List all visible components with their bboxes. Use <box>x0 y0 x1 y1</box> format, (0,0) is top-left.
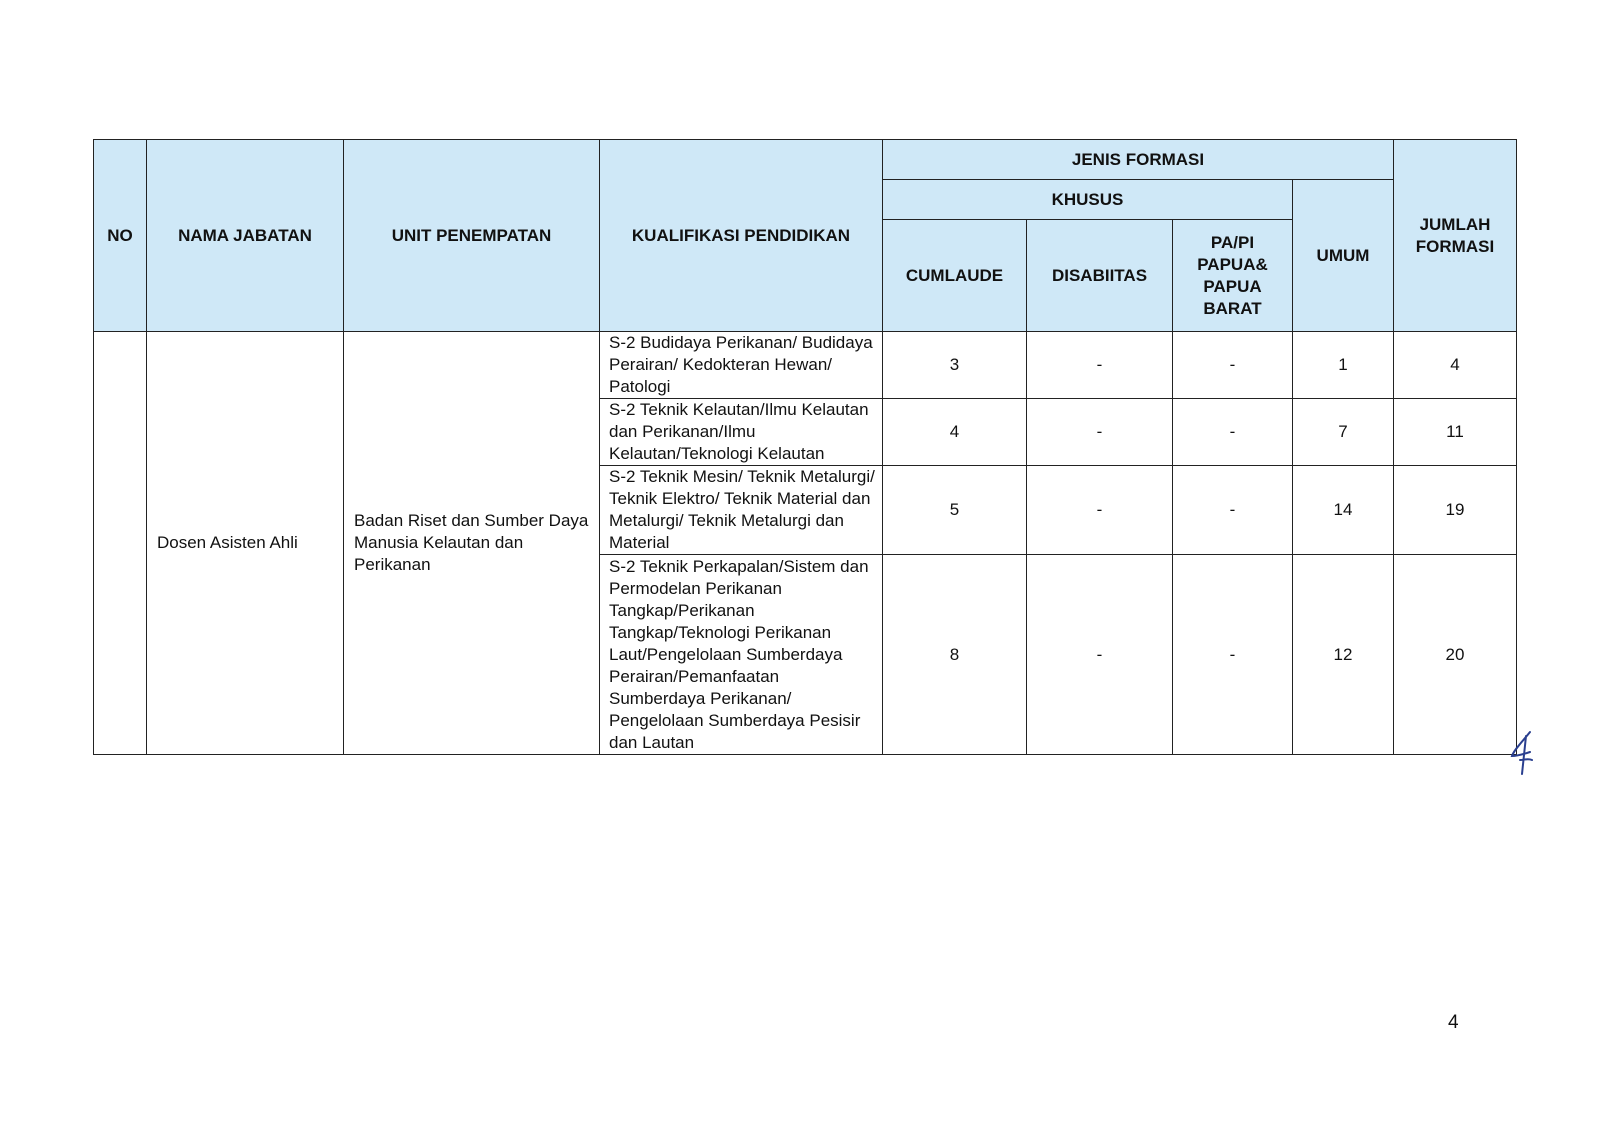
cell-papua: - <box>1173 466 1293 555</box>
cell-umum: 7 <box>1293 399 1394 466</box>
cell-papua: - <box>1173 555 1293 755</box>
cell-disabilitas: - <box>1027 399 1173 466</box>
cell-jumlah: 11 <box>1394 399 1517 466</box>
cell-jumlah: 20 <box>1394 555 1517 755</box>
cell-umum: 14 <box>1293 466 1394 555</box>
cell-cumlaude: 5 <box>883 466 1027 555</box>
cell-kualifikasi: S-2 Teknik Mesin/ Teknik Metalurgi/ Teknik Elektro/ Teknik Material dan Metalurgi/ Teknik Metalurgi dan Material <box>600 466 883 555</box>
cell-kualifikasi: S-2 Teknik Kelautan/Ilmu Kelautan dan Perikanan/Ilmu Kelautan/Teknologi Kelautan <box>600 399 883 466</box>
header-papua <box>1173 220 1293 332</box>
header-jumlah-line2: FORMASI <box>1415 236 1495 256</box>
header-umum: UMUM <box>1293 180 1394 332</box>
cell-disabilitas: - <box>1027 555 1173 755</box>
header-khusus: KHUSUS <box>883 180 1293 220</box>
cell-jumlah: 4 <box>1394 332 1517 399</box>
page-number: 4 <box>1448 1012 1459 1033</box>
formasi-table <box>93 139 1517 755</box>
cell-kualifikasi: S-2 Budidaya Perikanan/ Budidaya Perairan/ Kedokteran Hewan/ Patologi <box>600 332 883 399</box>
header-papua-line3: PAPUA <box>1203 276 1262 296</box>
cell-nama-jabatan: Dosen Asisten Ahli <box>147 332 344 755</box>
header-papua-line1: PA/PI <box>1210 232 1255 252</box>
header-unit-penempatan: UNIT PENEMPATAN <box>344 140 600 332</box>
header-jumlah-line1: JUMLAH <box>1419 214 1491 234</box>
cell-cumlaude: 8 <box>883 555 1027 755</box>
header-jumlah-formasi <box>1394 140 1517 332</box>
cell-disabilitas: - <box>1027 332 1173 399</box>
header-nama-jabatan: NAMA JABATAN <box>147 140 344 332</box>
header-cumlaude: CUMLAUDE <box>883 220 1027 332</box>
table-row <box>94 332 1517 399</box>
cell-cumlaude: 3 <box>883 332 1027 399</box>
header-jenis-formasi: JENIS FORMASI <box>883 140 1394 180</box>
header-disabilitas: DISABIITAS <box>1027 220 1173 332</box>
cell-kualifikasi: S-2 Teknik Perkapalan/Sistem dan Permodelan Perikanan Tangkap/Perikanan Tangkap/Teknologi Perikanan Laut/Pengelolaan Sumberdaya Perairan/Pemanfaatan Sumberdaya Perikanan/ Pengelolaan Sumberdaya Pesisir dan Lautan <box>600 555 883 755</box>
header-papua-line4: BARAT <box>1203 298 1262 318</box>
cell-papua: - <box>1173 399 1293 466</box>
header-papua-line2: PAPUA& <box>1197 254 1268 274</box>
cell-cumlaude: 4 <box>883 399 1027 466</box>
cell-no <box>94 332 147 755</box>
cell-jumlah: 19 <box>1394 466 1517 555</box>
cell-disabilitas: - <box>1027 466 1173 555</box>
header-kualifikasi-pendidikan: KUALIFIKASI PENDIDIKAN <box>600 140 883 332</box>
cell-unit-penempatan: Badan Riset dan Sumber Daya Manusia Kelautan dan Perikanan <box>344 332 600 755</box>
cell-papua: - <box>1173 332 1293 399</box>
paraf-signature-icon <box>1508 730 1538 781</box>
cell-umum: 12 <box>1293 555 1394 755</box>
cell-umum: 1 <box>1293 332 1394 399</box>
header-no: NO <box>94 140 147 332</box>
